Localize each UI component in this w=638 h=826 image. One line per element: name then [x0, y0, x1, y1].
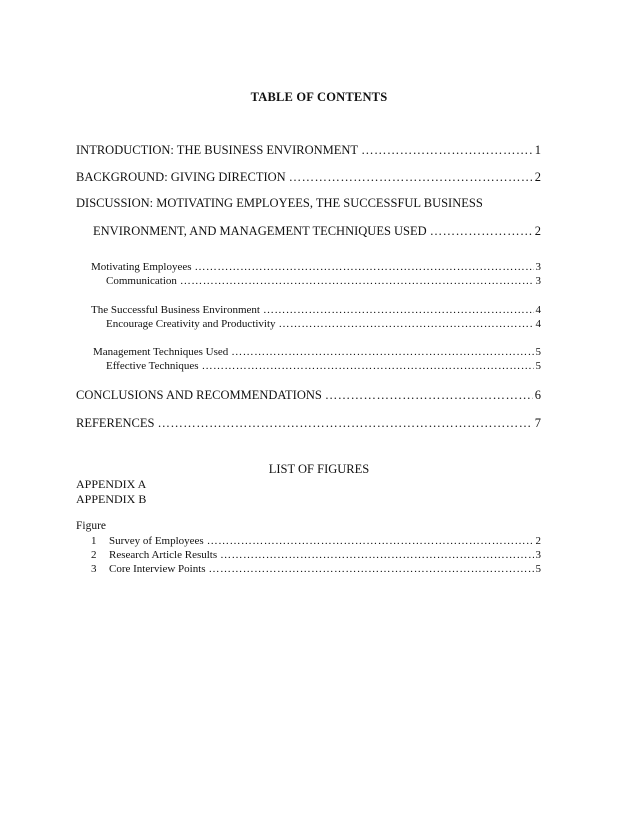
toc-entry-label: Communication — [106, 275, 177, 287]
list-of-figures-title: LIST OF FIGURES — [268, 462, 370, 476]
toc-entry-page: 3 — [535, 275, 541, 287]
toc-entry[interactable] — [76, 416, 541, 431]
toc-entry-label: Management Techniques Used — [93, 346, 229, 358]
toc-entry-label: ENVIRONMENT, AND MANAGEMENT TECHNIQUES USED — [93, 224, 427, 238]
leader-dots — [177, 275, 534, 287]
figure-entry[interactable] — [91, 563, 541, 575]
toc-subentry[interactable] — [93, 346, 541, 358]
figure-page: 2 — [535, 535, 541, 547]
toc-entry-label: DISCUSSION: MOTIVATING EMPLOYEES, THE SUCCESSFUL BUSINESS — [76, 196, 483, 210]
page-title: TABLE OF CONTENTS — [250, 90, 388, 104]
toc-entry-label: INTRODUCTION: THE BUSINESS ENVIRONMENT — [76, 143, 359, 157]
appendix-label[interactable]: APPENDIX A — [76, 477, 147, 491]
toc-entry-page: 3 — [535, 261, 541, 273]
toc-entry-page: 7 — [534, 416, 541, 430]
toc-subentry[interactable] — [91, 261, 541, 273]
toc-entry-page: 2 — [534, 224, 541, 238]
toc-entry[interactable] — [93, 224, 541, 239]
leader-dots — [206, 563, 534, 575]
leader-dots — [155, 416, 533, 431]
figure-page: 3 — [535, 549, 541, 561]
toc-subentry[interactable] — [106, 360, 541, 372]
figure-number: 2 — [91, 549, 97, 561]
toc-entry[interactable] — [76, 143, 541, 158]
figure-entry[interactable] — [91, 549, 541, 561]
toc-entry-label: Effective Techniques — [106, 360, 199, 372]
appendix-label[interactable]: APPENDIX B — [76, 492, 147, 506]
leader-dots — [228, 346, 533, 358]
toc-entry-page: 5 — [535, 346, 541, 358]
toc-entry-page: 1 — [534, 143, 541, 157]
leader-dots — [260, 304, 534, 316]
toc-entry-page: 6 — [534, 388, 541, 402]
leader-dots — [276, 318, 534, 330]
figure-label: Core Interview Points — [109, 563, 206, 575]
toc-entry-label: Encourage Creativity and Productivity — [106, 318, 276, 330]
toc-entry-label: REFERENCES — [76, 416, 155, 430]
toc-entry-page: 4 — [535, 318, 541, 330]
toc-entry-label: CONCLUSIONS AND RECOMMENDATIONS — [76, 388, 322, 402]
figure-number: 3 — [91, 563, 97, 575]
toc-entry[interactable] — [76, 388, 541, 403]
toc-entry-label: Motivating Employees — [91, 261, 192, 273]
leader-dots — [358, 143, 533, 158]
toc-entry-label: BACKGROUND: GIVING DIRECTION — [76, 170, 286, 184]
toc-entry-page: 5 — [535, 360, 541, 372]
leader-dots — [217, 549, 533, 561]
toc-entry-page: 4 — [535, 304, 541, 316]
figure-entry[interactable] — [91, 535, 541, 547]
figure-label: Survey of Employees — [109, 535, 204, 547]
leader-dots — [192, 261, 534, 273]
leader-dots — [322, 388, 533, 403]
figure-number: 1 — [91, 535, 97, 547]
toc-subentry[interactable] — [106, 275, 541, 287]
toc-subentry[interactable] — [91, 304, 541, 316]
toc-entry-page: 2 — [534, 170, 541, 184]
toc-entry[interactable] — [76, 170, 541, 185]
figure-label: Research Article Results — [109, 549, 218, 561]
toc-subentry[interactable] — [106, 318, 541, 330]
toc-entry-label: The Successful Business Environment — [91, 304, 260, 316]
leader-dots — [199, 360, 534, 372]
leader-dots — [286, 170, 533, 185]
figure-heading: Figure — [76, 520, 107, 532]
leader-dots — [204, 535, 534, 547]
figure-page: 5 — [535, 563, 541, 575]
leader-dots — [427, 224, 533, 239]
